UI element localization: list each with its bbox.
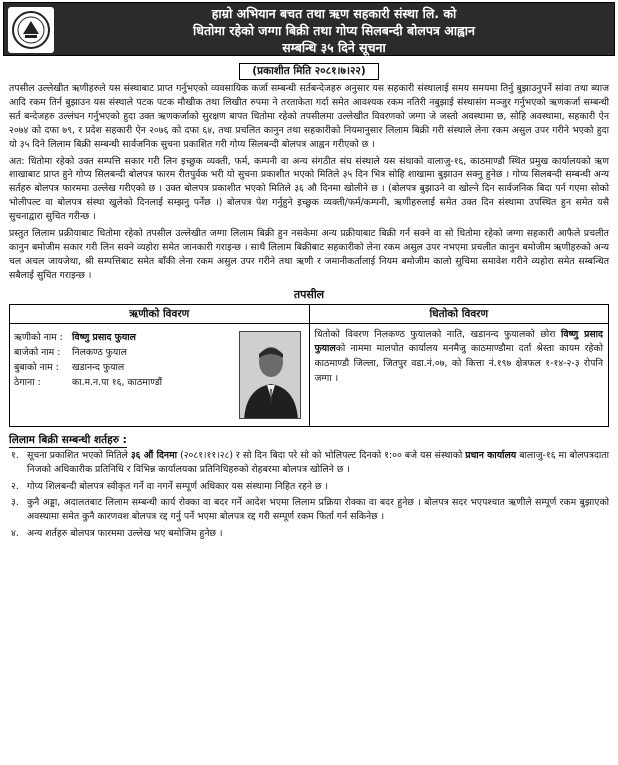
borrower-heading: ऋणीको विवरण — [10, 305, 309, 324]
person-portrait-icon — [240, 332, 301, 419]
term-item — [9, 496, 609, 524]
term-bold-date: ३६ औं दिनमा — [130, 449, 178, 461]
details-table — [9, 304, 609, 427]
tender-paragraph: अत: धितोमा रहेको उक्त सम्पत्ति सकार गरी लिन इच्छुक व्यक्ती, फर्म, कम्पनी वा अन्य संगठीत संघ संस्थाले यस संथाको वालाजु-१६, काठमाण्डौ स्थित प्रमुख कार्यालयको ऋण शाखाबाट प्राप्त हुने गोप्य सिलबन्दी बोलपत्र फारम रीतपुर्वक भरी यो सुचना प्रकाशीत भएको मितिले ३५ दिन भित्र सोहि शाखामा बुझाउन सक्नु हुनेछ । गोप्य सिलबन्दी सम्बन्धी अन्य सर्तहरु बोलपत्र फारममा उल्लेख गरीएको छ । उक्त बोलपत्र प्रकाशीत भएको मितिले ३६ औ दिनमा खोलीने छ । (बोलपत्र बुझाउने वा खोल्ने दिन सार्वजनिक बिदा पर्न गएमा सोको भोलीपल्ट वा बोलपत्र संस्था खुलेको दिनलाई सम्झनु पर्नेछ ।) बोलपत्र पेश गर्नुहुने इच्छुक व्यक्ती/फर्म/कम्पनी, ऋणीहरुलाई समेत उक्त दिन संस्थामा उपस्थित हुन समेत यसै सुचनाद्वारा सुचित गरीन्छ । — [9, 155, 609, 223]
term-bold-office: प्रधान कार्यालय — [465, 449, 517, 461]
term-number: ४. — [11, 528, 19, 540]
collateral-details — [310, 305, 609, 426]
row-value: विष्णु प्रसाद फुयाल — [72, 331, 136, 343]
logo-emblem-icon — [11, 10, 51, 50]
cooperative-logo — [8, 7, 54, 53]
term-item — [9, 527, 609, 541]
row-value: का.म.न.पा १६, काठमाण्डौं — [72, 376, 163, 388]
borrower-photo — [239, 331, 301, 419]
row-value: खडानन्द फुयाल — [72, 361, 125, 373]
row-label: ऋणीको नाम : — [14, 331, 63, 343]
collateral-text-end: को नाममा मालपोत कार्यालय मनमैजु काठमाण्डौमा दर्ता श्रेस्ता कायम रहेको काठमाण्डौ जिल्ला, जितपुर वडा.नं.०७, को कित्ता नं.१९७ क्षेत्रफल १-१४-२-३ रोपनि जग्गा । — [314, 343, 603, 385]
collateral-text — [310, 324, 609, 391]
row-label: ठेगाना : — [14, 376, 41, 388]
header-title-line-2: धितोमा रहेको जग्गा बिक्री तथा गोप्य सिलबन्दी बोलपत्र आह्वान — [193, 23, 475, 38]
term-text-part: (२०८१।११।२८) र सो दिन बिदा परे सो को भोलिपल्ट दिनको १:०० बजे यस संस्थाको — [177, 449, 466, 461]
terms-title: लिलाम बिक्री सम्बन्धी शर्तहरु : — [9, 433, 127, 446]
term-text: गोप्य शिलबन्दी बोलपत्र स्वीकृत गर्ने वा नगर्ने सम्पूर्ण अधिकार यस संस्थामा निहित रहने छ । — [27, 480, 329, 492]
row-label: बाजेको नाम : — [14, 346, 61, 358]
collateral-owner-name: विष्णु प्रसाद फुयाल — [314, 328, 603, 355]
term-text-part: बालाजु-१६ मा बोलपत्रदाता निजको अधिकारीक प्रतिनिधि र विभिन्न कार्यालयका प्रतिनिधिहरुको रोहबरमा बोलपत्र खोलिने छ । — [27, 449, 610, 475]
published-date-box — [3, 59, 615, 80]
row-label: बुबाको नाम : — [14, 361, 59, 373]
notice-header — [3, 2, 615, 56]
header-title-line-3: सम्बन्धि ३५ दिने सूचना — [282, 40, 386, 55]
term-text — [27, 449, 609, 477]
term-number: २. — [11, 480, 19, 492]
borrower-details — [10, 305, 310, 426]
term-item — [9, 449, 609, 477]
term-number: ३. — [11, 497, 19, 509]
term-text: कुनै अड्डा, अदालतबाट लिलाम सम्बन्धी कार्य रोक्का वा बदर गर्ने आदेश भएमा लिलाम प्रक्रिया रोक्का वा बदर हुनेछ । बोलपत्र सदर भएपश्चात ऋणीले सम्पूर्ण रकम बुझाएको अवस्थामा समेत कुनै कारणवश बोलपत्र रद्द गर्नु पर्ने भएमा बोलपत्र रद्द गरी सम्पूर्ण रकम फिर्ता गर्न सकिनेछ । — [27, 497, 609, 523]
term-number: १. — [11, 449, 19, 461]
intro-paragraph: तपसील उल्लेखीत ऋणीहरुले यस संस्थाबाट प्राप्त गर्नुभएको व्यवसायिक कर्जा सम्बन्धी सर्तबन्देजहरु अनुसार यस सहकारी संस्थालाई समय समयमा तिर्नु बुझाउनुपर्ने सांवा तथा ब्याज आदि रकम तिर्न बुझाउन यस संस्थाले पटक पटक मौखीक तथा लिखीत रुपमा ने तरताकेता गर्दा समेत आवश्यक रकम नतिरी नबुझाई संस्थासंग मञ्जुर गर्नुभएको ऋणकर्जा सम्बन्धी सर्त बन्देजहरु उल्लंघन गर्नुभएको हुदा उक्त ऋणकर्जाको सुरक्षण बापत धितोमा रहेको तपसीलमा उल्लेखीत विवरणको जग्गा जे जस्तो अवस्थामा छ, सोहि अवस्थामा, सहकारी ऐन २०७४ को दफा ७९, र प्रदेश सहकारी ऐन २०७६ को दफा ६४, तथा प्रचलित कानुन तथा सहकारीको नियमानुसार लिलाम बिक्री गरी संस्थाले लेना रकम असुल उपर गरीने भएको हुदा यो ३५ दिने लिलाम बिक्री सम्बन्धी सार्वजनिक सुचना प्रकाशित गरी गोप्य सिलबन्दी बोलपत्र आह्वन गरीएको छ । — [9, 83, 609, 150]
published-date: (प्रकाशीत मिति २०८१।७।२२) — [239, 63, 378, 80]
header-title-line-1: हाम्रो अभियान बचत तथा ऋण सहकारी संस्था लि. को — [211, 6, 457, 21]
collateral-heading: धितोको विवरण — [310, 305, 609, 324]
auction-note-paragraph: प्रस्तुत लिलाम प्रक्रीयाबाट धितोमा रहेको तपसील उल्लेखीत जग्गा लिलाम बिक्री हुन नसकेमा अन्य प्रक्रीयाबाट बिक्री गर्न सक्ने वा सो धितोमा रहेको जग्गा सहकारी आफैले प्रचलीत कानुन बमोजीम सकार गरी लिन सक्ने व्यहोरा समेत जानकारी गराइन्छ । साथै लिलाम बिक्रीबाट सहकारीको लेना रकम असुल उपर नभएमा प्रचलीत कानुन बमोजीम ऋणीहरुको अन्य चल अचल जायजेथा, श्री सम्पत्तिबाट समेत बाँकी लेना रकम असुल उपर गरीने तथा ऋणी र जमानीकर्तालाई नियम बमोजीम कालो सुचिमा समावेश गरीने व्यहोरा समेत सम्बन्धित सबैलाई सुचित गराइन्छ । — [9, 228, 609, 281]
row-value: निलकण्ठ फुयाल — [72, 346, 127, 358]
tapsil-title: तपसील — [293, 287, 325, 301]
term-item — [9, 480, 609, 494]
term-text: अन्य शर्तहरु बोलपत्र फारममा उल्लेख भए बमोजिम हुनेछ । — [27, 528, 223, 540]
collateral-text-start: धितोको विवरण निलकण्ठ फुयालको नाति, खडानन्द फुयालको छोरा — [314, 328, 561, 340]
term-text-part: सूचना प्रकाशित भएको मितिले — [27, 449, 131, 461]
